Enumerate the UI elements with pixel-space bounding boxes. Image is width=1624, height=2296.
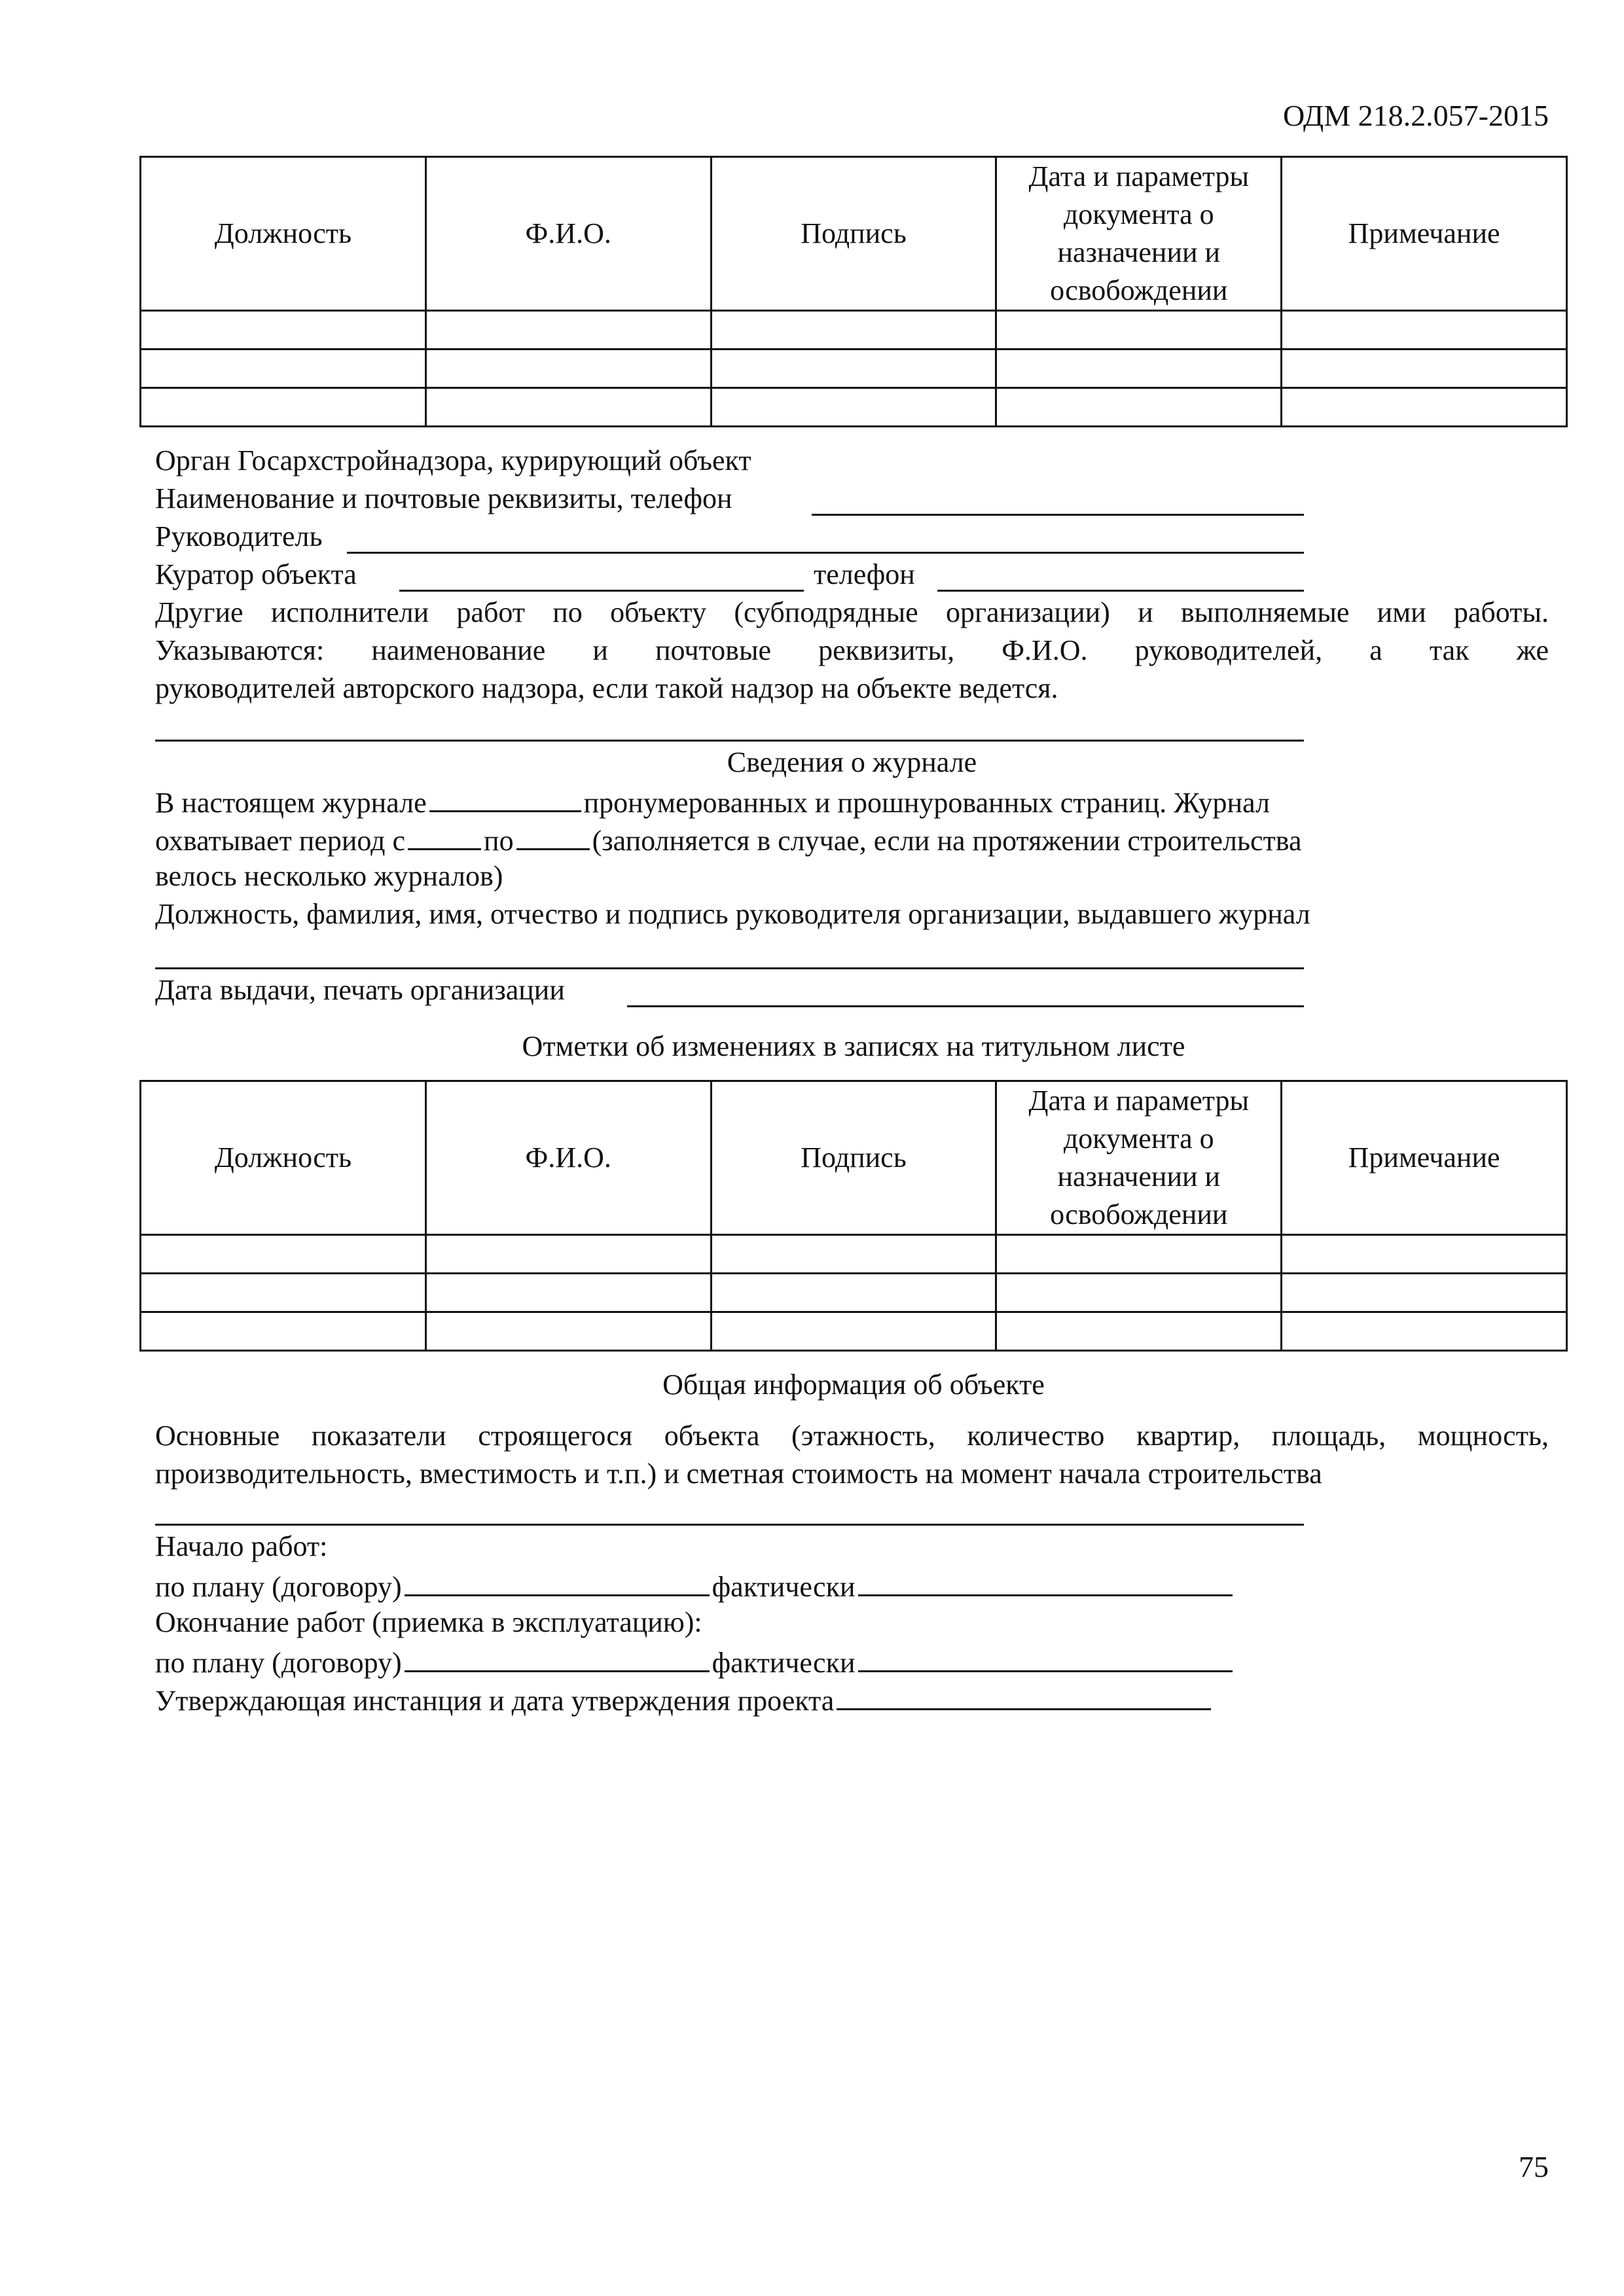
start-works-label: Начало работ: (155, 1530, 328, 1562)
table-cell[interactable] (996, 1274, 1282, 1312)
start-plan-label: по плану (договору) (155, 1571, 402, 1603)
period-from-blank[interactable] (408, 819, 481, 850)
table-cell[interactable] (711, 388, 996, 427)
end-fact-label: фактически (712, 1647, 856, 1679)
table-row (141, 311, 1567, 350)
table-cell[interactable] (711, 1274, 996, 1312)
table-cell[interactable] (1282, 311, 1567, 350)
issue-date-blank[interactable] (627, 1005, 1304, 1007)
column-header-appointment-document: Дата и параметры документа о назначении и освобождении (996, 1081, 1282, 1235)
object-indicators-blank[interactable] (155, 1524, 1304, 1526)
approval-blank[interactable] (837, 1679, 1211, 1710)
curator-phone-label: телефон (814, 558, 915, 590)
column-header-note: Примечание (1282, 157, 1567, 311)
table-cell[interactable] (141, 1235, 426, 1274)
start-fact-blank[interactable] (858, 1566, 1233, 1596)
other-executors-blank[interactable] (155, 740, 1304, 742)
period-to-label: по (484, 825, 514, 857)
end-fact-blank[interactable] (858, 1641, 1233, 1672)
column-header-position: Должность (141, 157, 426, 311)
journal-period-line (155, 819, 1301, 860)
changes-section-title: Отметки об изменениях в записях на титульном листе (522, 1030, 1185, 1062)
head-label: Руководитель (155, 520, 323, 552)
responsible-persons-table (139, 156, 1568, 427)
start-fact-label: фактически (712, 1571, 856, 1603)
period-note: (заполняется в случае, если на протяжении строительства (592, 825, 1302, 857)
table-cell[interactable] (711, 1312, 996, 1351)
table-cell[interactable] (1282, 1312, 1567, 1351)
other-executors-text-1: Другие исполнители работ по объекту (субподрядные организации) и выполняемые ими работы. (155, 596, 1549, 628)
start-plan-line (155, 1566, 1235, 1606)
table-cell[interactable] (1282, 1274, 1567, 1312)
pages-count-blank[interactable] (429, 781, 581, 812)
issue-date-label: Дата выдачи, печать организации (155, 974, 565, 1006)
other-executors-text-2: Указываются: наименование и почтовые реквизиты, Ф.И.О. руководителей, а так же (155, 634, 1549, 666)
approval-label: Утверждающая инстанция и дата утверждения проекта (155, 1685, 835, 1717)
end-plan-label: по плану (договору) (155, 1647, 402, 1679)
table-row (141, 350, 1567, 388)
column-header-full-name: Ф.И.О. (425, 157, 711, 311)
table-cell[interactable] (425, 311, 711, 350)
journal-issuer-label: Должность, фамилия, имя, отчество и подпись руководителя организации, выдавшего журнал (155, 898, 1310, 930)
journal-pages-line (155, 781, 1270, 822)
curator-label: Куратор объекта (155, 558, 357, 590)
column-header-signature: Подпись (711, 157, 996, 311)
table-cell[interactable] (996, 311, 1282, 350)
table-cell[interactable] (996, 1312, 1282, 1351)
end-works-label: Окончание работ (приемка в эксплуатацию): (155, 1606, 702, 1638)
journal-pages-label-end: пронумерованных и прошнурованных страниц. Журнал (583, 787, 1270, 819)
end-plan-line (155, 1641, 1235, 1682)
table-cell[interactable] (141, 1312, 426, 1351)
table-cell[interactable] (996, 1235, 1282, 1274)
column-header-full-name: Ф.И.О. (425, 1081, 711, 1235)
table-cell[interactable] (425, 1235, 711, 1274)
table-header-row (141, 157, 1567, 311)
organ-name-line (155, 480, 732, 518)
other-executors-text-3: руководителей авторского надзора, если такой надзор на объекте ведется. (155, 672, 1058, 704)
table-row (141, 1235, 1567, 1274)
table-cell[interactable] (711, 311, 996, 350)
table-cell[interactable] (141, 1274, 426, 1312)
journal-section-title: Сведения о журнале (727, 746, 977, 778)
table-cell[interactable] (711, 350, 996, 388)
table-cell[interactable] (425, 350, 711, 388)
journal-issuer-blank[interactable] (155, 967, 1304, 969)
journal-period-note-end: велось несколько журналов) (155, 860, 503, 892)
title-page-changes-table (139, 1080, 1568, 1352)
end-plan-blank[interactable] (405, 1641, 710, 1672)
column-header-note: Примечание (1282, 1081, 1567, 1235)
organ-name-blank[interactable] (812, 514, 1304, 516)
table-cell[interactable] (996, 388, 1282, 427)
approval-line (155, 1679, 1214, 1720)
organ-name-label: Наименование и почтовые реквизиты, телефон (155, 482, 732, 514)
document-code: ОДМ 218.2.057-2015 (1282, 99, 1549, 132)
table-cell[interactable] (1282, 388, 1567, 427)
column-header-signature: Подпись (711, 1081, 996, 1235)
column-header-position: Должность (141, 1081, 426, 1235)
journal-pages-label: В настоящем журнале (155, 787, 427, 819)
table-cell[interactable] (1282, 1235, 1567, 1274)
table-cell[interactable] (141, 311, 426, 350)
curator-phone-blank[interactable] (937, 590, 1304, 592)
table-cell[interactable] (1282, 350, 1567, 388)
curator-blank[interactable] (399, 590, 804, 592)
period-to-blank[interactable] (516, 819, 590, 850)
start-plan-blank[interactable] (405, 1566, 710, 1596)
table-cell[interactable] (996, 350, 1282, 388)
column-header-appointment-document: Дата и параметры документа о назначении и освобождении (996, 157, 1282, 311)
head-blank[interactable] (347, 552, 1304, 554)
period-from-label: охватывает период с (155, 825, 406, 857)
table-cell[interactable] (425, 388, 711, 427)
object-indicators-text-1: Основные показатели строящегося объекта (этажность, количество квартир, площадь, мощность, (155, 1420, 1549, 1452)
table-row (141, 1274, 1567, 1312)
table-header-row (141, 1081, 1567, 1235)
page-number: 75 (1519, 2150, 1549, 2183)
table-cell[interactable] (711, 1235, 996, 1274)
object-indicators-text-2: производительность, вместимость и т.п.) и сметная стоимость на момент начала строительства (155, 1458, 1322, 1490)
table-cell[interactable] (425, 1274, 711, 1312)
supervision-organ-label: Орган Госархстройнадзора, курирующий объект (155, 444, 751, 476)
table-cell[interactable] (141, 388, 426, 427)
table-row (141, 1312, 1567, 1351)
table-cell[interactable] (425, 1312, 711, 1351)
table-row (141, 388, 1567, 427)
table-cell[interactable] (141, 350, 426, 388)
object-section-title: Общая информация об объекте (662, 1369, 1045, 1401)
